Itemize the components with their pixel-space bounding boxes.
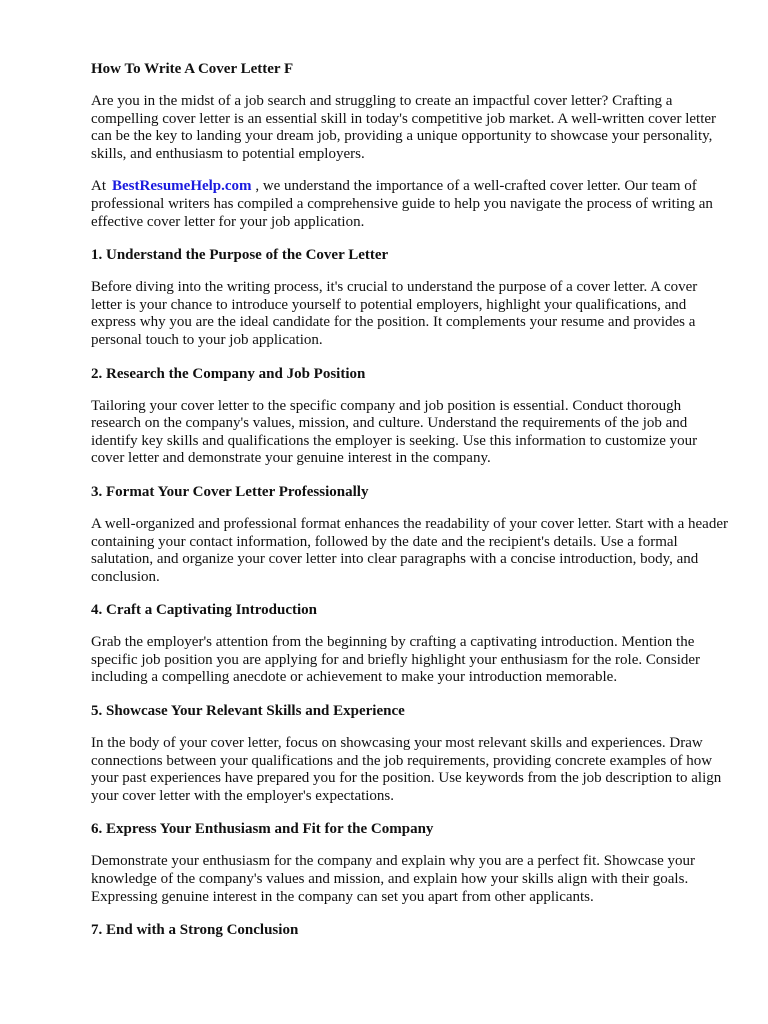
- section-body: Before diving into the writing process, it's crucial to understand the purpose of a cover letter. A cover letter is your chance to introduce yourself to potential employers, highlight your qualifications, and express why you are the ideal candidate for the position. It complements your resume and provides a personal touch to your job application.: [91, 279, 698, 348]
- section-body: A well-organized and professional format enhances the readability of your cover letter. Start with a header containing your contact information, followed by the date and the recipient's details. Use a formal salutation, and organize your cover letter into clear paragraphs with a concise introduction, body, and conclusion.: [91, 515, 728, 585]
- section-body: Grab the employer's attention from the beginning by crafting a captivating introduction. Mention the specific job position you are applying for and briefly highlight your enthusiasm for the role. Consider including a compelling anecdote or achievement to make your introduction memorable.: [91, 634, 701, 686]
- section-7: [91, 921, 731, 939]
- section-6: [91, 820, 731, 906]
- section-3: [91, 483, 731, 586]
- intro-paragraph: Are you in the midst of a job search and struggling to create an impactful cover letter? Crafting a compelling cover letter is an essential skill in today's competitive job market. A well-written cover letter can be the key to landing your dream job, providing a unique opportunity to showcase your personality, skills, and enthusiasm to potential employers.: [91, 93, 717, 162]
- section-body: Tailoring your cover letter to the specific company and job position is essential. Conduct thorough research on the company's values, mission, and culture. Understand the requirements of the job and identify key skills and qualifications the employer is seeking. Use this information to customize your cover letter and demonstrate your genuine interest in the company.: [91, 397, 698, 467]
- section-heading: 6. Express Your Enthusiasm and Fit for the Company: [91, 821, 434, 838]
- promo-prefix: At: [91, 178, 106, 195]
- section-heading: 7. End with a Strong Conclusion: [91, 922, 299, 939]
- section-1: [91, 246, 731, 349]
- section-5: [91, 702, 731, 805]
- promo-paragraph: [91, 178, 731, 231]
- section-body: Demonstrate your enthusiasm for the company and explain why you are a perfect fit. Showcase your knowledge of the company's values and mission, and explain how your skills align with their goals. Expressing genuine interest in the company can set you apart from other applicants.: [91, 853, 695, 905]
- section-heading: 3. Format Your Cover Letter Professionally: [91, 483, 369, 500]
- section-2: [91, 365, 731, 468]
- section-heading: 1. Understand the Purpose of the Cover Letter: [91, 247, 389, 264]
- document-title: How To Write A Cover Letter F: [91, 61, 294, 77]
- section-heading: 2. Research the Company and Job Position: [91, 365, 366, 382]
- section-heading: 5. Showcase Your Relevant Skills and Experience: [91, 703, 405, 720]
- document-page: [91, 60, 731, 954]
- promo-suffix: , we understand the importance of a well-crafted cover letter. Our team of professional writers has compiled a comprehensive guide to help you navigate the process of writing an effective cover letter for your job application.: [91, 178, 713, 230]
- bestresumehelp-link[interactable]: BestResumeHelp.com: [112, 178, 252, 195]
- section-body: In the body of your cover letter, focus on showcasing your most relevant skills and experiences. Draw connections between your qualifications and the job requirements, providing concrete examples of how your past experiences have prepared you for the position. Use keywords from the job description to align your cover letter with the employer's expectations.: [91, 735, 722, 804]
- section-4: [91, 601, 731, 687]
- section-heading: 4. Craft a Captivating Introduction: [91, 602, 317, 619]
